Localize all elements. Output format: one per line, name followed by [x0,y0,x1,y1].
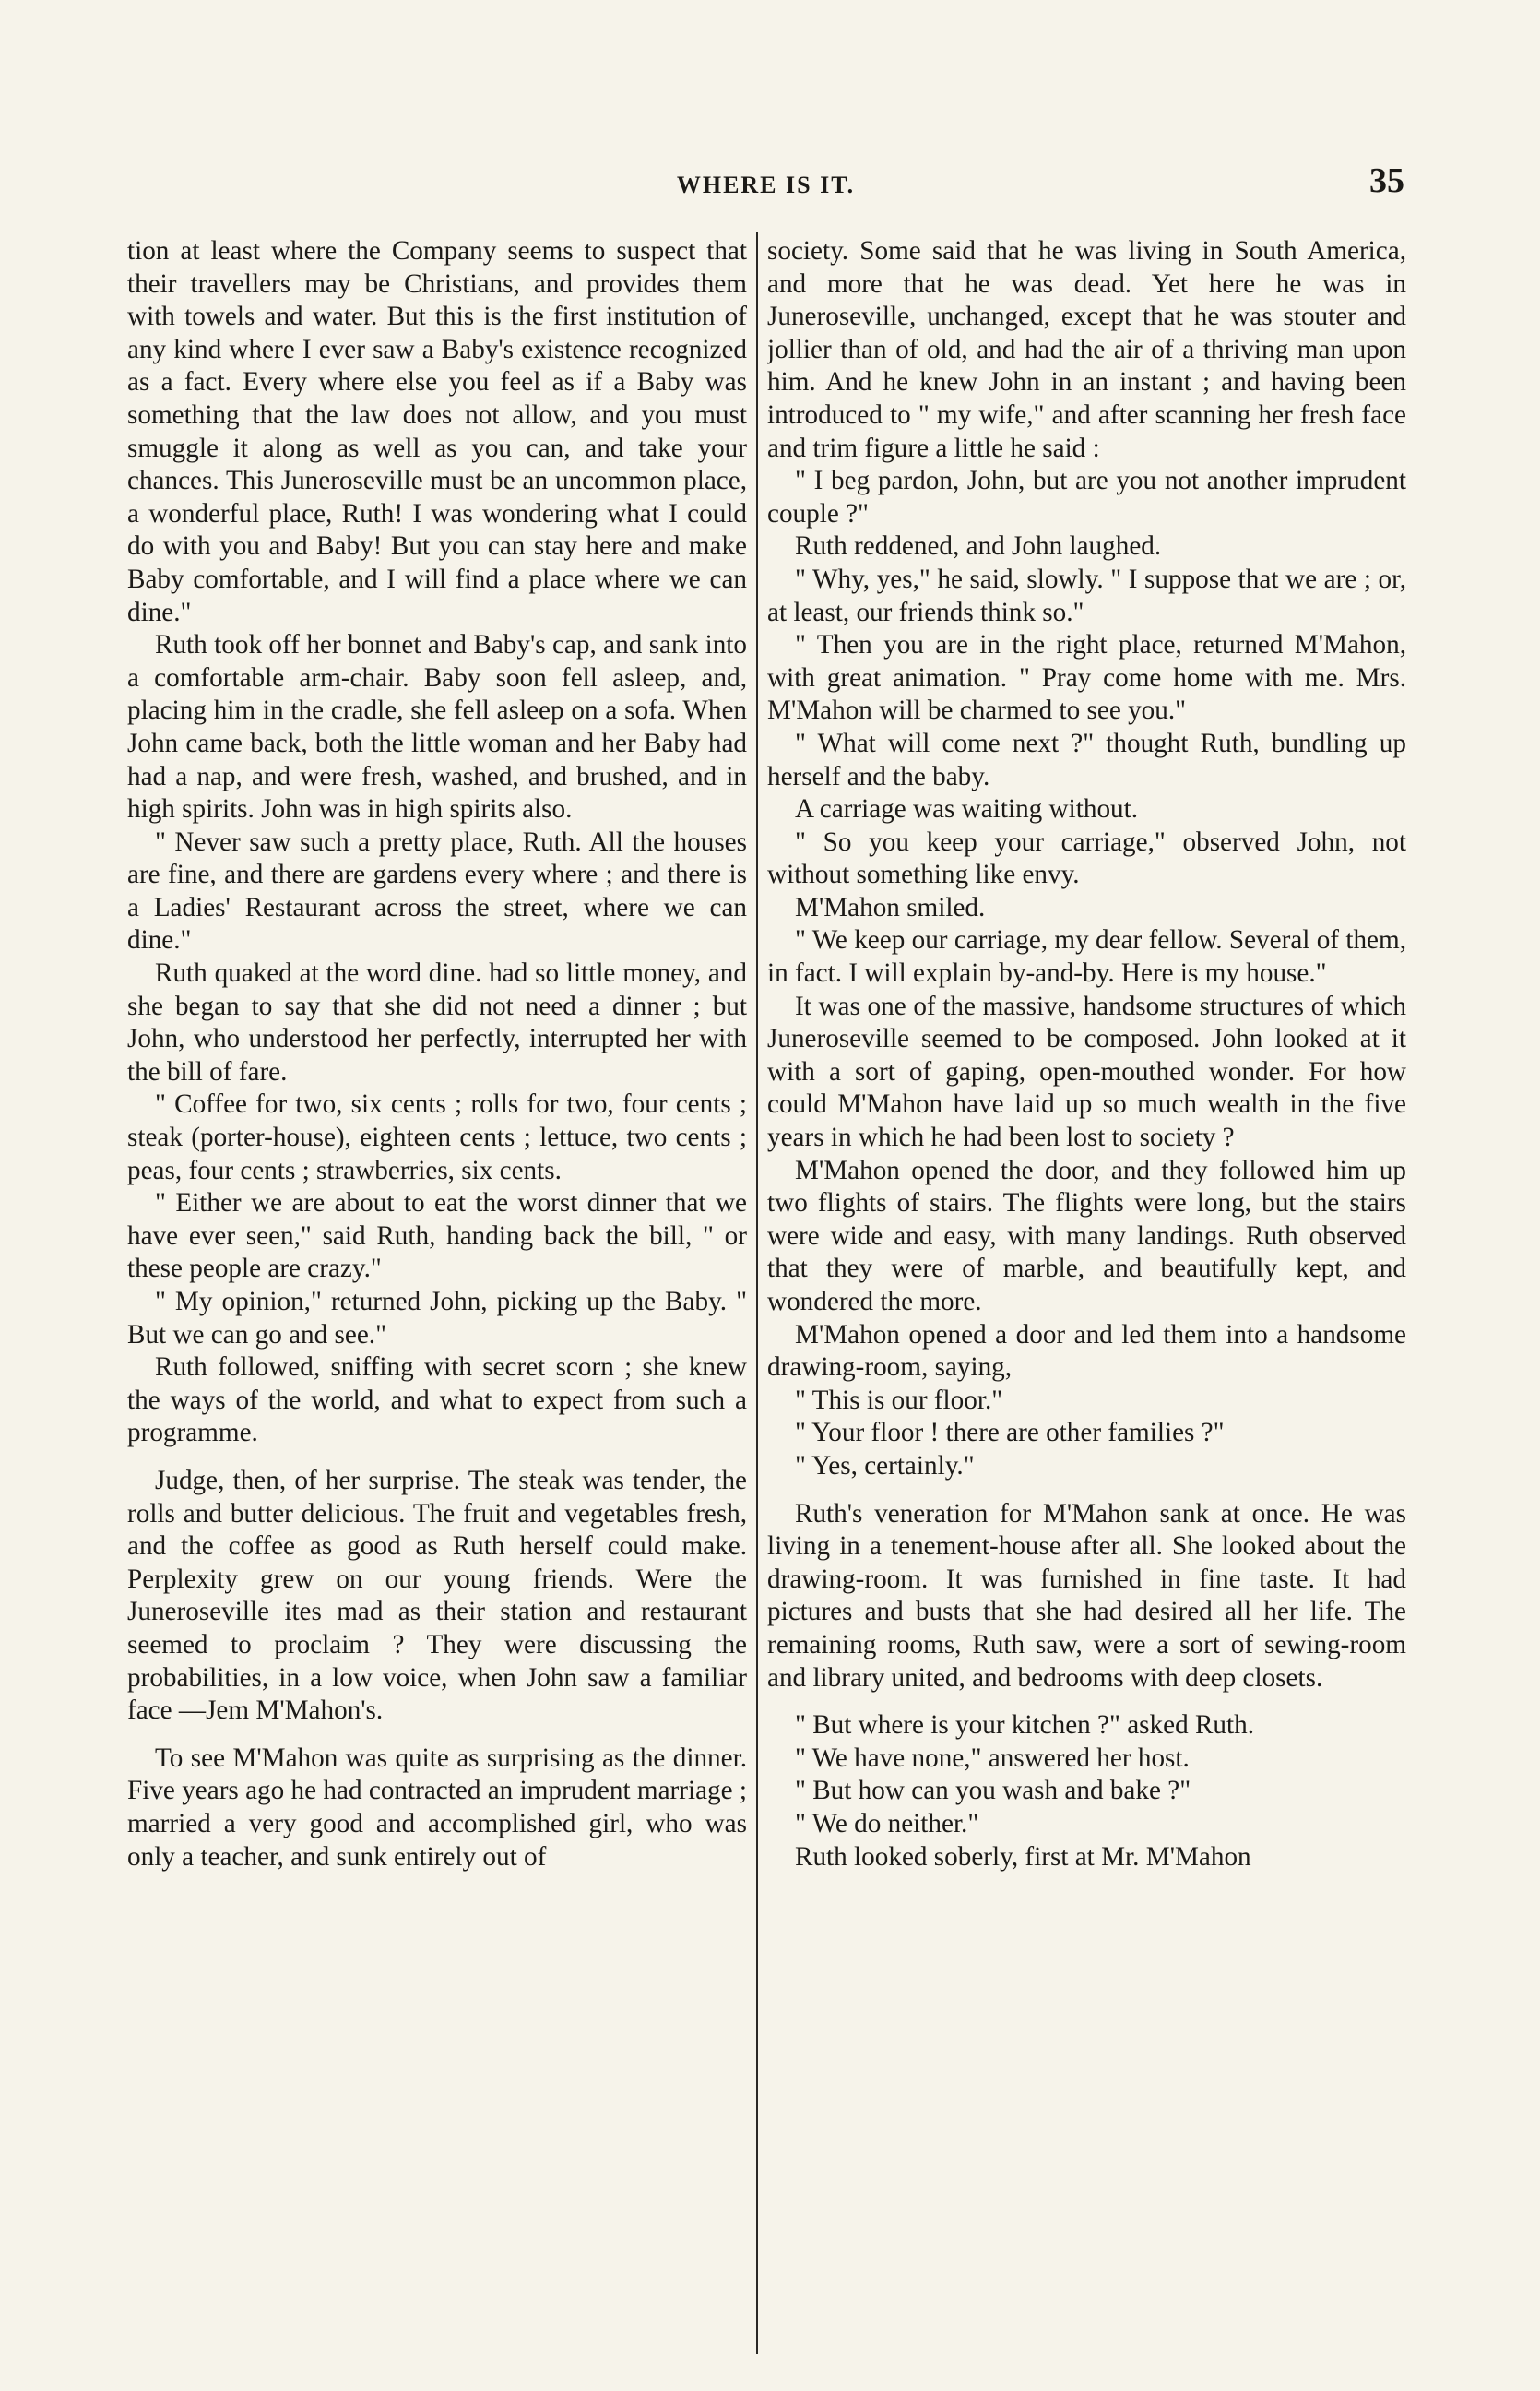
paragraph: " We do neither." [795,1808,979,1838]
paragraph: tion at least where the Company seems to suspect that their travellers may be Christians, and provides them with towels and water. But this is the first institution of any kind where I ever saw a Baby's existence recognized as a fact. Every where else you feel as if a Baby was something that the law does not allow, and you must smuggle it along as well as you can, and take your chances. This Juneroseville must be an uncommon place, a wonderful place, Ruth! I was wondering what I could do with you and Baby! But you can stay here and make Baby comfortable, and I will find a place where we can dine." [127,236,747,627]
paragraph: " What will come next ?" thought Ruth, bundling up herself and the baby. [767,728,1406,791]
paragraph: A carriage was waiting without. [795,794,1139,825]
paragraph: " But where is your kitchen ?" asked Ruth. [795,1710,1255,1741]
paragraph: " We have none," answered her host. [795,1743,1190,1773]
paragraph: Ruth looked soberly, first at Mr. M'Mahon [795,1841,1251,1872]
paragraph: " Your floor ! there are other families ?" [795,1418,1225,1448]
paragraph: Ruth followed, sniffing with secret scorn ; she knew the ways of the world, and what to expect from such a programme. [127,1352,747,1448]
paragraph: society. Some said that he was living in South America, and more that he was dead. Yet here he was in Juneroseville, unchanged, except that he was stouter and jollier than of old, and had the air of a thriving man upon him. And he knew John in an instant ; and having been introduced to " my wife," and after scanning her fresh face and trim figure a little he said : [767,236,1406,463]
right-column [767,235,1406,2302]
paragraph: " This is our floor." [795,1385,1003,1415]
paragraph: " So you keep your carriage," observed John, not without something like envy. [767,827,1406,890]
paragraph: " We keep our carriage, my dear fellow. Several of them, in fact. I will explain by-and-by. Here is my house." [767,925,1406,989]
paragraph: It was one of the massive, handsome structures of which Juneroseville seemed to be composed. John looked at it with a sort of gaping, open-mouthed wonder. For how could M'Mahon have laid up so much wealth in the five years in which he had been lost to society ? [767,991,1406,1153]
paragraph: Ruth reddened, and John laughed. [795,531,1162,562]
paragraph: " My opinion," returned John, picking up the Baby. " But we can go and see." [127,1287,747,1350]
running-title: WHERE IS IT. [676,172,856,198]
paragraph: M'Mahon opened a door and led them into a handsome drawing-room, saying, [767,1319,1406,1383]
paragraph: Ruth took off her bonnet and Baby's cap, and sank into a comfortable arm-chair. Baby soon fell asleep, and, placing him in the cradle, she fell asleep on a sofa. When John came back, both the little woman and her Baby had had a nap, and were fresh, washed, and brushed, and in high spirits. John was in high spirits also. [127,630,747,825]
paragraph: M'Mahon smiled. [795,892,986,922]
paragraph: " But how can you wash and bake ?" [795,1776,1191,1806]
paragraph: " Yes, certainly." [795,1450,975,1481]
page-number: 35 [1369,161,1404,200]
paragraph: " I beg pardon, John, but are you not another imprudent couple ?" [767,466,1406,529]
page-header [127,155,1404,210]
left-column [127,235,747,2302]
paragraph: M'Mahon opened the door, and they followed him up two flights of stairs. The flights were long, but the stairs were wide and easy, with many landings. Ruth observed that they were of marble, and beautifully kept, and wondered the more. [767,1155,1406,1316]
paragraph: Ruth's veneration for M'Mahon sank at once. He was living in a tenement-house after all. She looked about the drawing-room. It was furnished in fine taste. It had pictures and busts that she had desired all her life. The remaining rooms, Ruth saw, were a sort of sewing-room and library united, and bedrooms with deep closets. [767,1498,1406,1693]
column-divider [756,232,758,2354]
paragraph: To see M'Mahon was quite as surprising as the dinner. Five years ago he had contracted an imprudent marriage ; married a very good and accomplished girl, who was only a teacher, and sunk entirely out of [127,1743,747,1872]
paragraph: Judge, then, of her surprise. The steak was tender, the rolls and butter delicious. The fruit and vegetables fresh, and the coffee as good as Ruth herself could make. Perplexity grew on our young friends. Were the Juneroseville ites mad as their station and restaurant seemed to proclaim ? They were discussing the probabilities, in a low voice, when John saw a familiar face —Jem M'Mahon's. [127,1465,747,1726]
paragraph: " Never saw such a pretty place, Ruth. All the houses are fine, and there are gardens every where ; and there is a Ladies' Restaurant across the street, where we can dine." [127,827,747,956]
paragraph: " Then you are in the right place, returned M'Mahon, with great animation. " Pray come home with me. Mrs. M'Mahon will be charmed to see you." [767,630,1406,726]
paragraph: " Why, yes," he said, slowly. " I suppose that we are ; or, at least, our friends think so." [767,564,1406,627]
paragraph: " Either we are about to eat the worst dinner that we have ever seen," said Ruth, handing back the bill, " or these people are crazy." [127,1188,747,1284]
paragraph: " Coffee for two, six cents ; rolls for two, four cents ; steak (porter-house), eighteen cents ; lettuce, two cents ; peas, four cents ; strawberries, six cents. [127,1089,747,1185]
paragraph: Ruth quaked at the word dine. had so little money, and she began to say that she did not need a dinner ; but John, who understood her perfectly, interrupted her with the bill of fare. [127,958,747,1087]
